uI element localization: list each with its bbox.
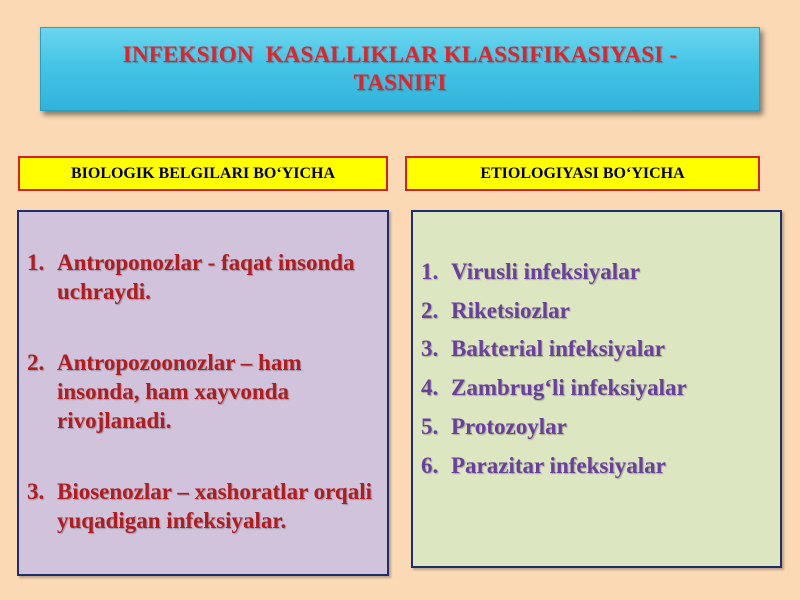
list-item-text: Riketsiozlar — [451, 297, 570, 323]
biological-panel — [17, 210, 389, 576]
list-item-text: Biosenozlar – xashoratlar orqali yuqadigan infeksiyalar. — [57, 479, 372, 533]
list-item-number: 4. — [421, 375, 439, 401]
list-item-text: Zambrug‘li infeksiyalar — [451, 375, 687, 401]
list-item-number: 2. — [27, 350, 45, 375]
list-item — [421, 253, 771, 292]
list-item — [421, 408, 771, 447]
list-item-number: 2. — [421, 297, 439, 323]
list-item-text: Antropozoonozlar – ham insonda, ham xayvonda rivojlanadi. — [57, 350, 302, 433]
list-item-text: Bakterial infeksiyalar — [451, 336, 666, 362]
list-item — [421, 292, 771, 331]
list-item-text: Parazitar infeksiyalar — [451, 452, 666, 478]
list-item — [27, 248, 377, 306]
list-item-number: 1. — [27, 250, 45, 275]
list-item-number: 1. — [421, 259, 439, 284]
list-item — [421, 369, 771, 408]
list-item — [421, 447, 771, 486]
list-item-text: Protozoylar — [451, 413, 567, 439]
list-item-number: 3. — [27, 479, 45, 504]
list-item — [27, 348, 377, 435]
list-item-text: Antroponozlar - faqat insonda uchraydi. — [57, 250, 355, 304]
biological-list — [27, 248, 377, 535]
list-item-text: Virusli infeksiyalar — [451, 259, 640, 284]
etiological-header: ETIOLOGIYASI BO‘YICHA — [405, 156, 760, 191]
etiological-list — [421, 253, 771, 485]
list-item — [27, 477, 377, 535]
list-item-number: 5. — [421, 413, 439, 439]
title-line-1: INFEKSION KASALLIKLAR KLASSIFIKASIYASI - — [122, 42, 678, 67]
list-item — [421, 330, 771, 369]
list-item-number: 3. — [421, 336, 439, 362]
biological-header: BIOLOGIK BELGILARI BO‘YICHA — [18, 156, 388, 191]
etiological-panel — [411, 210, 782, 568]
title-banner — [40, 27, 760, 111]
title-line-2: TASNIFI — [353, 70, 447, 95]
list-item-number: 6. — [421, 452, 439, 478]
